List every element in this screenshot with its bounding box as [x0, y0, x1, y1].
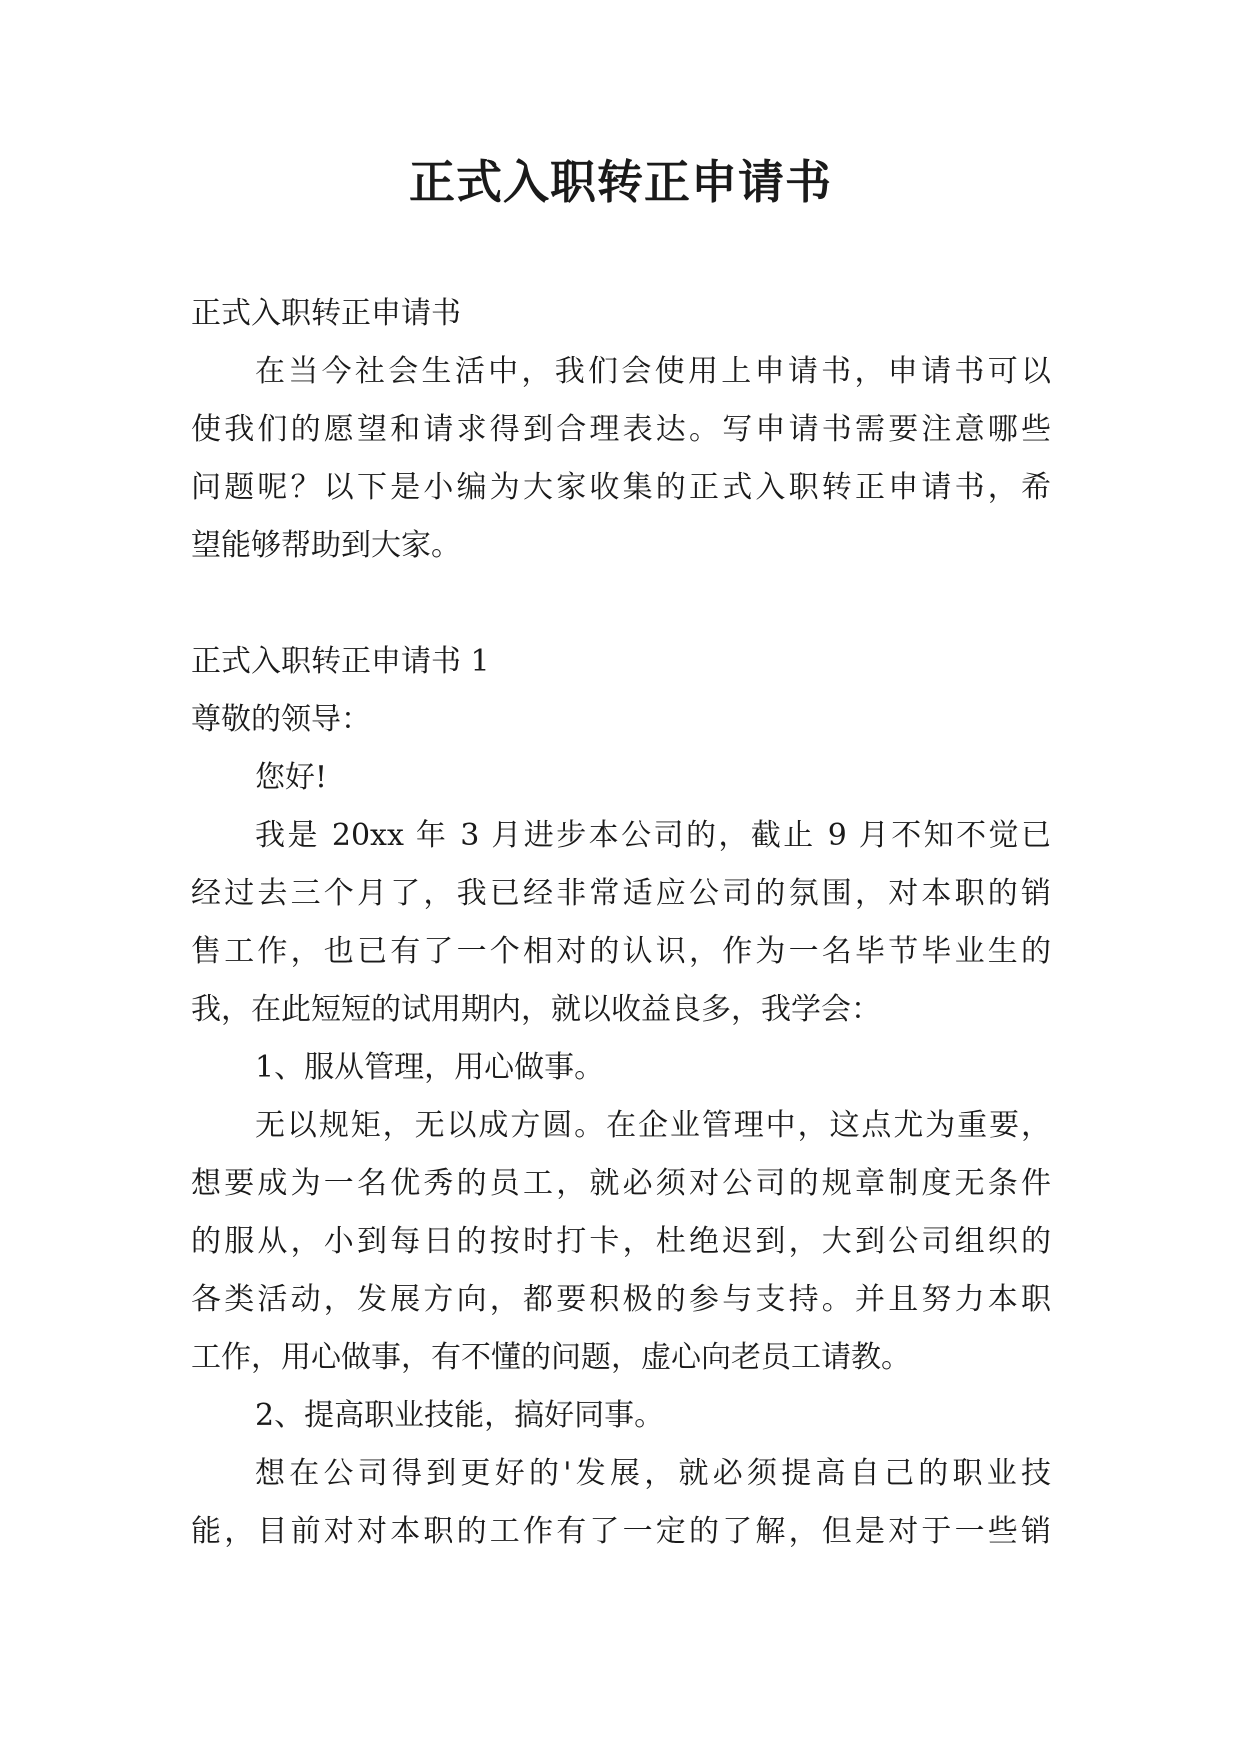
text-line: 工作，用心做事，有不懂的问题，虚心向老员工请教。	[191, 1340, 911, 1375]
document-body	[191, 285, 1051, 1561]
text-line: 正式入职转正申请书 1	[191, 644, 490, 679]
text-line: 正式入职转正申请书	[191, 296, 461, 331]
text-line: 1、服从管理，用心做事。	[255, 1050, 605, 1085]
text-line: 想要成为一名优秀的员工，就必须对公司的规章制度无条件	[191, 1166, 1051, 1201]
text-line: 我是 20xx 年 3 月进步本公司的，截止 9 月不知不觉已	[255, 818, 1051, 853]
text-line: 售工作，也已有了一个相对的认识，作为一名毕节毕业生的	[191, 934, 1051, 969]
text-line: 我，在此短短的试用期内，就以收益良多，我学会：	[191, 992, 881, 1027]
paragraph-gap	[191, 575, 1051, 633]
document-title: 正式入职转正申请书	[409, 155, 832, 209]
text-line: 尊敬的领导：	[191, 702, 371, 737]
text-line: 望能够帮助到大家。	[191, 528, 461, 563]
text-line: 能，目前对对本职的工作有了一定的了解，但是对于一些销	[191, 1514, 1051, 1549]
text-line: 在当今社会生活中，我们会使用上申请书，申请书可以	[255, 354, 1051, 389]
text-line: 2、提高职业技能，搞好同事。	[255, 1398, 665, 1433]
text-line: 想在公司得到更好的'发展，就必须提高自己的职业技	[255, 1456, 1051, 1491]
text-line: 您好!	[255, 760, 328, 795]
text-line: 使我们的愿望和请求得到合理表达。写申请书需要注意哪些	[191, 412, 1051, 447]
text-line: 无以规矩，无以成方圆。在企业管理中，这点尤为重要，	[255, 1108, 1051, 1143]
text-line: 的服从，小到每日的按时打卡，杜绝迟到，大到公司组织的	[191, 1224, 1051, 1259]
text-line: 问题呢？以下是小编为大家收集的正式入职转正申请书，希	[191, 470, 1051, 505]
text-line: 经过去三个月了，我已经非常适应公司的氛围，对本职的销	[191, 876, 1051, 911]
text-line: 各类活动，发展方向，都要积极的参与支持。并且努力本职	[191, 1282, 1051, 1317]
